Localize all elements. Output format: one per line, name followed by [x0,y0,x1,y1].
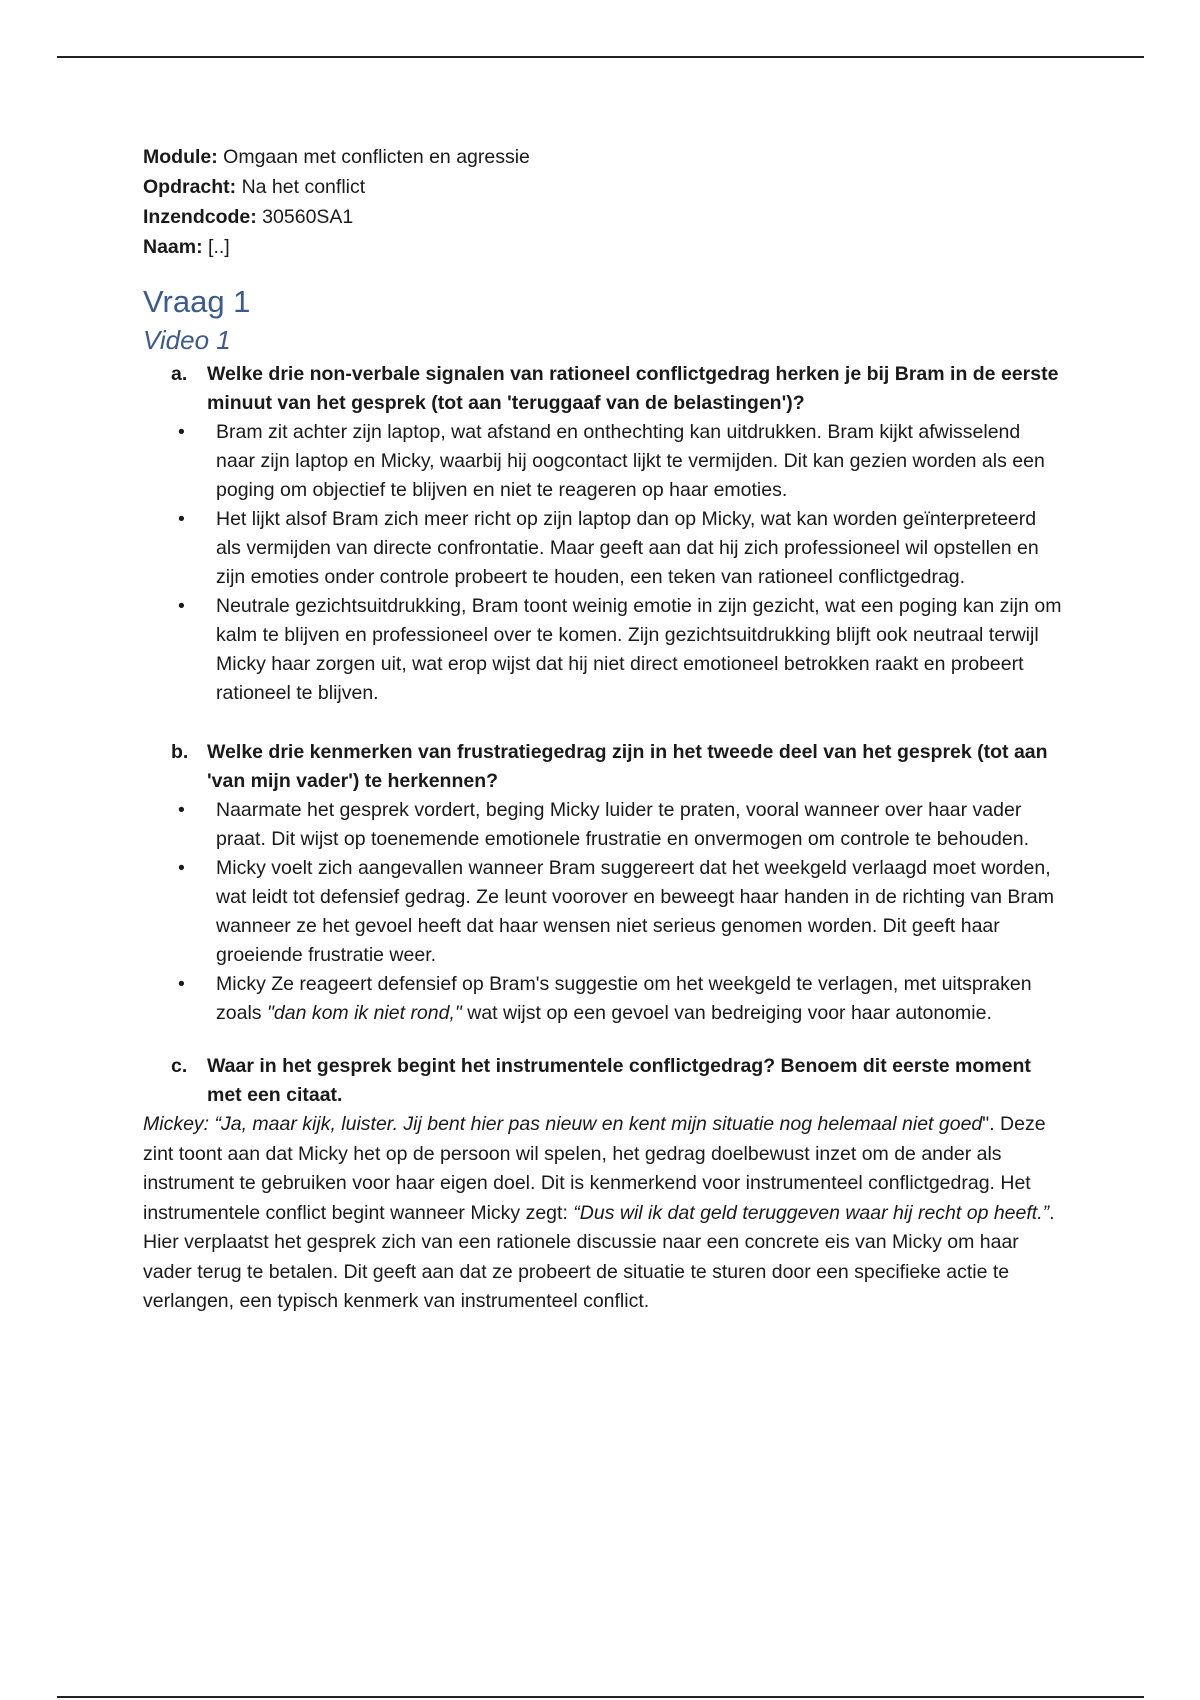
list-item [143,796,1063,854]
answer-text: Micky voelt zich aangevallen wanneer Bram suggereert dat het weekgeld verlaagd moet worden, wat leidt tot defensief gedrag. Ze leunt voorover en beweegt haar handen in de richting van Bram wanneer ze het gevoel heeft dat haar wensen niet serieus genomen worden. Dit geeft haar groeiende frustratie weer. [216,857,1054,966]
list-item [143,970,1063,1028]
question-c-letter: c. [171,1055,188,1077]
bullet-icon: • [178,973,185,995]
question-c [171,1052,1063,1110]
answer-text: ". Deze zint toont aan dat Micky het op de persoon wil spelen, het gedrag doelbewust inzet om de ander als instrument te gebruiken voor haar eigen doel. Dit is kenmerkend voor instrumenteel conflictgedrag. Het instrumentele conflict begint wanneer Micky zegt: [143,1113,1046,1224]
answer-quote: "dan kom ik niet rond," [266,1002,462,1024]
question-b-text: Welke drie kenmerken van frustratiegedrag zijn in het tweede deel van het gesprek (tot aan 'van mijn vader') te herkennen? [207,741,1048,792]
meta-module-label: Module: [143,146,218,168]
bullet-icon: • [178,799,185,821]
list-item [143,854,1063,970]
answer-quote: Mickey: “Ja, maar kijk, luister. Jij bent hier pas nieuw en kent mijn situatie nog helemaal niet goed [143,1113,983,1135]
answer-text: Micky Ze reageert defensief op Bram's suggestie om het weekgeld te verlagen, met uitspraken zoals [216,973,1032,1024]
meta-module [143,142,1063,172]
meta-opdracht [143,172,1063,202]
answer-quote: “Dus wil ik dat geld teruggeven waar hij recht op heeft.” [573,1201,1050,1224]
list-item [143,505,1063,592]
meta-inzendcode-label: Inzendcode: [143,206,257,228]
answer-text: Het lijkt alsof Bram zich meer richt op zijn laptop dan op Micky, wat kan worden geïnterpreteerd als vermijden van directe confrontatie. Maar geeft aan dat hij zich professioneel wil opstellen en zijn emoties onder controle probeert te houden, een teken van rationeel conflictgedrag. [216,508,1039,588]
meta-module-value: Omgaan met conflicten en agressie [217,146,530,168]
answer-text: wat wijst op een gevoel van bedreiging voor haar autonomie. [461,1002,992,1024]
question-b-letter: b. [171,741,189,763]
subheading-video: Video 1 [143,325,231,355]
meta-block [143,142,1063,262]
answer-text: Naarmate het gesprek vordert, beging Micky luider te praten, vooral wanneer over haar vader praat. Dit wijst op toenemende emotionele frustratie en onvermogen om controle te behouden. [216,799,1029,850]
document-body [143,142,1063,1317]
meta-opdracht-value: Na het conflict [236,176,366,198]
list-item [143,592,1063,708]
answer-text: . Hier verplaatst het gesprek zich van een rationele discussie naar een concrete eis van Micky om haar vader terug te betalen. Dit geeft aan dat ze probeert de situatie te sturen door een specifieke actie te verlangen, een typisch kenmerk van instrumenteel conflict. [143,1201,1055,1312]
meta-opdracht-label: Opdracht: [143,176,237,198]
bullet-icon: • [178,595,185,617]
question-b [171,738,1063,796]
question-c-text: Waar in het gesprek begint het instrumentele conflictgedrag? Benoem dit eerste moment met een citaat. [207,1055,1031,1106]
meta-naam-value: [..] [202,236,230,258]
question-a-letter: a. [171,363,188,385]
bullet-icon: • [178,857,185,879]
meta-inzendcode-value: 30560SA1 [256,206,354,228]
bullet-icon: • [178,508,185,530]
header-rule [57,56,1144,58]
question-c-answer [143,1110,1063,1317]
answer-text: Neutrale gezichtsuitdrukking, Bram toont weinig emotie in zijn gezicht, wat een poging kan zijn om kalm te blijven en professioneel over te komen. Zijn gezichtsuitdrukking blijft ook neutraal terwijl Micky haar zorgen uit, wat erop wijst dat hij niet direct emotioneel betrokken raakt en probeert rationeel te blijven. [216,595,1062,704]
question-a-text: Welke drie non-verbale signalen van rationeel conflictgedrag herken je bij Bram in de eerste minuut van het gesprek (tot aan 'teruggaaf van de belastingen')? [207,363,1059,414]
meta-inzendcode [143,202,1063,232]
bullet-icon: • [178,421,185,443]
list-item [143,418,1063,505]
meta-naam-label: Naam: [143,236,203,258]
answer-text: Bram zit achter zijn laptop, wat afstand en onthechting kan uitdrukken. Bram kijkt afwisselend naar zijn laptop en Micky, waarbij hij oogcontact lijkt te vermijden. Dit kan gezien worden als een poging om objectief te blijven en niet te reageren op haar emoties. [216,421,1045,501]
question-b-answers [143,796,1063,1028]
spacer [143,1028,1063,1050]
question-a [171,360,1063,418]
question-a-answers [143,418,1063,708]
footer-rule [57,1696,1144,1698]
spacer [143,708,1063,736]
heading-vraag: Vraag 1 [143,284,251,319]
meta-naam [143,232,1063,262]
